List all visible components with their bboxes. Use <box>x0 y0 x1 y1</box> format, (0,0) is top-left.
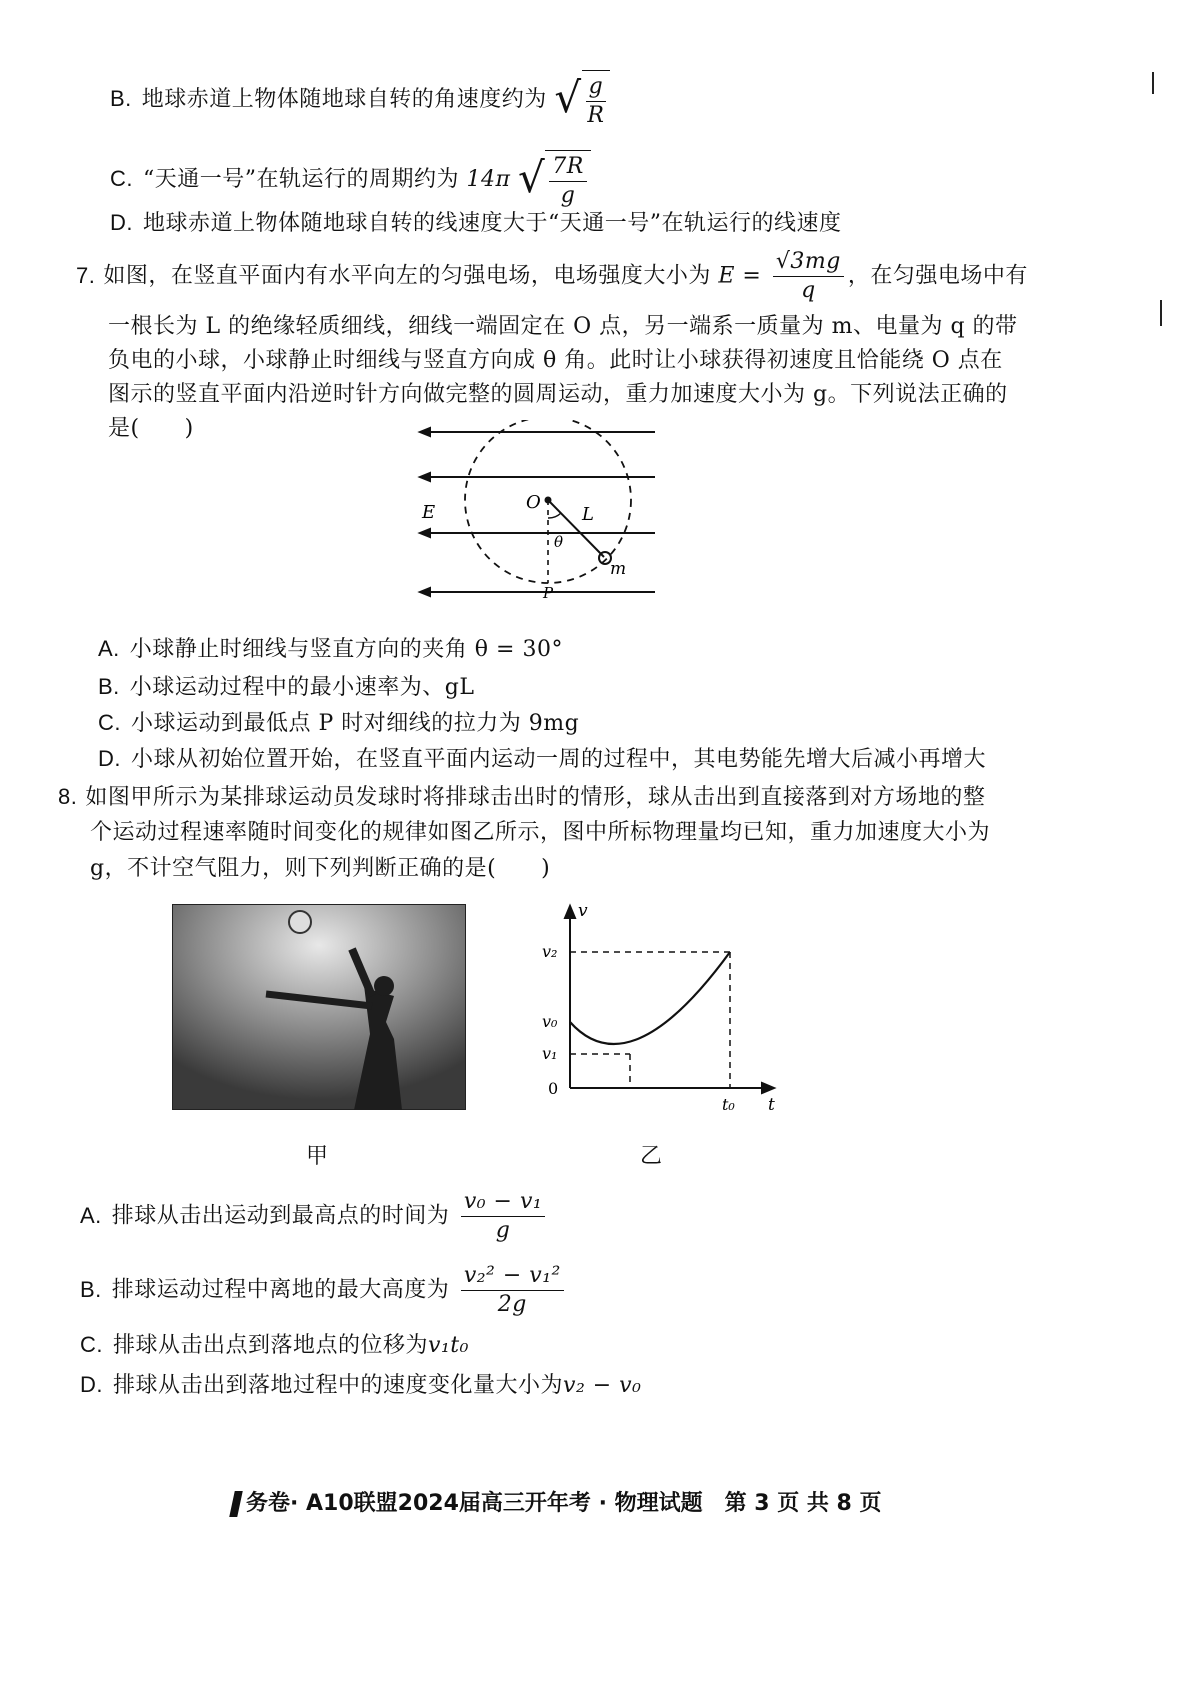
q7-stem-line3: 负电的小球，小球静止时细线与竖直方向成 θ 角。此时让小球获得初速度且恰能绕 O 点在 <box>108 348 1003 373</box>
q7-stem-line2: 一根长为 L 的绝缘轻质细线，细线一端固定在 O 点，另一端系一质量为 m、电量为 q 的带 <box>108 314 1018 339</box>
q8-option-b: B. 排球运动过程中离地的最大高度为 $\frac{\text{v₂² − v₁²}}{2g}$ <box>80 1262 568 1319</box>
theta-arc <box>548 513 561 518</box>
volleyball-serve-photo <box>172 904 466 1110</box>
label-O: O <box>526 492 541 513</box>
q6-option-c: C. “天通一号”在轨运行的周期约为 14π √ $\frac{7R}{g}$ <box>110 150 591 210</box>
sqrt-expression: √ $\frac{7R}{g}$ <box>518 150 591 210</box>
label-E: E <box>422 502 436 523</box>
scan-mark <box>1152 72 1154 94</box>
q8-stem-line1: 8. 如图甲所示为某排球运动员发球时将排球击出时的情形，球从击出到直接落到对方场地的整 <box>58 784 986 810</box>
footer-text: · A10联盟2024届高三开年考 · 物理试题 第 3 页 共 8 页 <box>290 1491 882 1516</box>
speed-curve <box>570 952 730 1044</box>
caption-jia: 甲 <box>306 1144 329 1169</box>
label-P: P <box>543 584 554 602</box>
tick-t0: t₀ <box>722 1095 735 1114</box>
q7-option-d: D. 小球从初始位置开始，在竖直平面内运动一周的过程中，其电势能先增大后减小再增大 <box>98 746 987 772</box>
footer-logo-text: 务卷 <box>246 1491 291 1516</box>
origin-label: 0 <box>548 1079 559 1098</box>
q8-option-a: A. 排球从击出运动到最高点的时间为 $\frac{\text{v₀ − v₁}}{g}$ <box>80 1188 549 1245</box>
q7-electric-field-figure <box>400 420 700 630</box>
q7-option-a: A. 小球静止时细线与竖直方向的夹角 θ = 30° <box>98 636 563 662</box>
tick-v1: v₁ <box>542 1044 558 1063</box>
logo-bar-icon <box>229 1491 243 1517</box>
tick-v0: v₀ <box>542 1012 558 1031</box>
pivot-point <box>545 497 552 504</box>
q8-option-d: D. 排球从击出到落地过程中的速度变化量大小为v₂ − v₀ <box>80 1372 642 1398</box>
q8-stem-line2: 个运动过程速率随时间变化的规律如图乙所示，图中所标物理量均已知，重力加速度大小为 <box>90 820 991 845</box>
axes <box>565 906 774 1093</box>
q6-option-d: D. 地球赤道上物体随地球自转的线速度大于“天通一号”在轨运行的线速度 <box>110 210 842 236</box>
q7-stem-line5: 是( ) <box>108 416 194 441</box>
q6-option-b: B. 地球赤道上物体随地球自转的角速度约为 √ $\frac{g}{R}$ <box>110 70 610 130</box>
speed-time-graph <box>530 894 790 1120</box>
sqrt-expression: √ $\frac{g}{R}$ <box>554 70 610 130</box>
scan-mark <box>1160 300 1162 326</box>
label-m: m <box>610 559 627 579</box>
tick-v2: v₂ <box>542 942 558 961</box>
q7-option-b: B. 小球运动过程中的最小速率为、gL <box>98 674 475 700</box>
guide-lines <box>570 952 730 1088</box>
q7-option-c: C. 小球运动到最低点 P 时对细线的拉力为 9mg <box>98 710 580 736</box>
q7-stem-line1: 7. 如图，在竖直平面内有水平向左的匀强电场，电场强度大小为 E = $\frac{√3mg}{q}$ ，在匀强电场中有 <box>76 249 1028 303</box>
q7-stem-line4: 图示的竖直平面内沿逆时针方向做完整的圆周运动，重力加速度大小为 g。下列说法正确的 <box>108 382 1008 407</box>
page-footer <box>232 1486 882 1517</box>
q8-stem-line3: g，不计空气阻力，则下列判断正确的是( ) <box>90 856 551 881</box>
axis-label-v: v <box>578 901 588 921</box>
volleyball <box>289 911 311 933</box>
axis-label-t: t <box>768 1095 775 1115</box>
label-L: L <box>582 504 594 525</box>
q8-option-c: C. 排球从击出点到落地点的位移为v₁t₀ <box>80 1332 469 1358</box>
caption-yi: 乙 <box>640 1144 663 1169</box>
label-theta: θ <box>554 533 564 551</box>
